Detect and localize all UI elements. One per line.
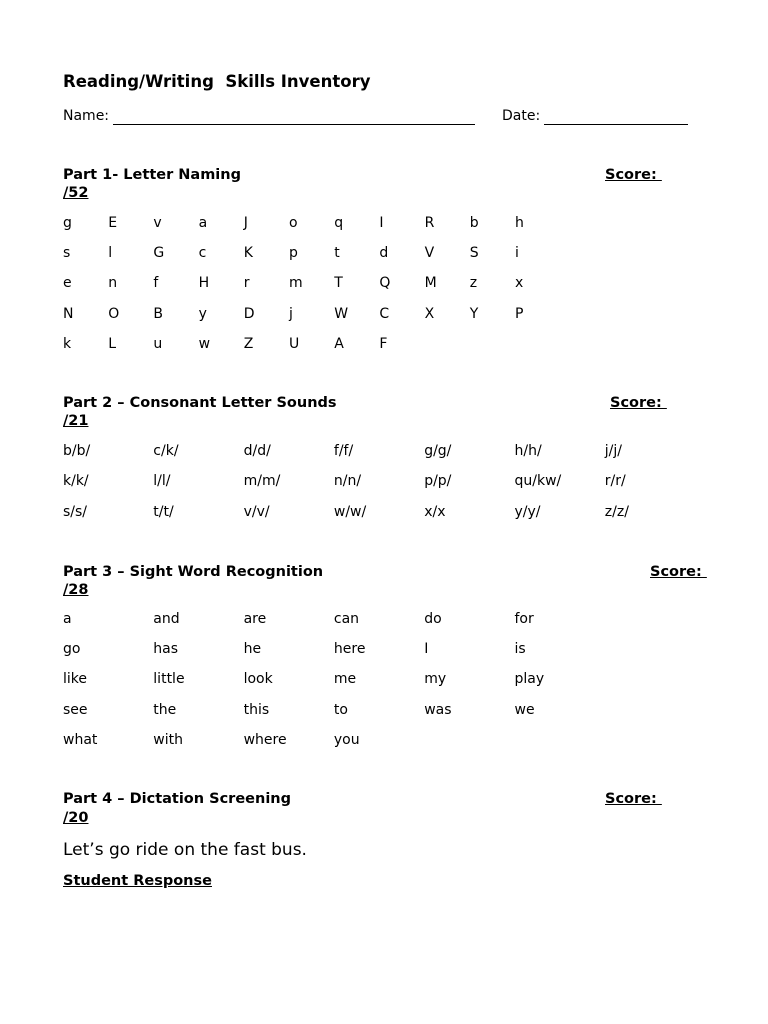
sight-word-item: for: [514, 611, 534, 627]
letter-item: u: [153, 335, 163, 352]
letter-item: U: [289, 335, 300, 352]
sound-item: r/r/: [604, 473, 626, 490]
letter-item: b: [469, 215, 479, 231]
sound-item: s/s/: [63, 503, 88, 520]
letter-item: E: [108, 215, 118, 231]
sight-word-item: I: [424, 641, 429, 658]
date-label: Date:: [502, 108, 541, 124]
letter-item: a: [198, 215, 208, 231]
sight-word-item: see: [63, 701, 88, 718]
sight-word-item: has: [153, 641, 179, 658]
letter-item: v: [153, 215, 162, 231]
name-field[interactable]: [113, 124, 475, 125]
letter-item: Z: [243, 335, 254, 352]
sight-word-item: we: [514, 701, 535, 718]
letter-item: H: [198, 275, 210, 292]
sight-word-item: go: [63, 641, 81, 658]
letter-item: N: [63, 305, 74, 322]
part-3-title: Part 3 – Sight Word Recognition: [63, 564, 324, 580]
letter-item: L: [108, 335, 116, 352]
sound-item: h/h/: [514, 443, 542, 459]
part-2-title: Part 2 – Consonant Letter Sounds: [63, 395, 337, 411]
letter-item: I: [379, 215, 384, 231]
sight-word-item: the: [153, 701, 177, 718]
letter-item: p: [289, 245, 298, 262]
letter-item: J: [243, 215, 248, 231]
letter-item: O: [108, 305, 120, 322]
part-4-score-label: Score:: [605, 791, 662, 807]
sight-word-item: you: [333, 731, 360, 748]
letter-item: n: [108, 275, 118, 292]
letter-item: D: [243, 305, 255, 322]
sight-word-item: he: [243, 641, 262, 658]
letter-item: B: [153, 305, 163, 322]
letter-item: s: [63, 245, 71, 262]
letter-item: T: [334, 275, 343, 292]
part-2-score-label: Score:: [610, 395, 667, 411]
sight-word-item: play: [514, 671, 545, 688]
sight-word-item: like: [63, 671, 88, 688]
sound-item: c/k/: [153, 443, 179, 459]
sight-word-item: and: [153, 611, 180, 627]
part-1-score-total: /52: [63, 185, 89, 201]
letter-item: S: [469, 245, 479, 262]
sight-word-item: can: [333, 611, 360, 627]
letter-item: k: [63, 335, 72, 352]
sound-item: qu/kw/: [514, 473, 562, 490]
sound-item: g/g/: [424, 443, 452, 459]
sight-word-item: a: [63, 611, 72, 627]
sight-word-item: do: [424, 611, 442, 627]
letter-item: P: [515, 305, 524, 322]
page-title: Reading/Writing Skills Inventory: [63, 72, 371, 91]
part-3-score-label: Score:: [650, 564, 707, 580]
sound-item: d/d/: [243, 443, 271, 459]
letter-item: e: [63, 275, 72, 292]
letter-item: X: [424, 305, 435, 322]
letter-item: Y: [469, 305, 479, 322]
sound-item: b/b/: [63, 443, 91, 459]
sight-word-item: here: [333, 641, 366, 658]
letter-item: G: [153, 245, 165, 262]
part-2-score-total: /21: [63, 413, 89, 429]
letter-item: d: [379, 245, 389, 262]
date-field[interactable]: [544, 124, 688, 125]
sound-item: f/f/: [333, 443, 354, 459]
sight-word-item: my: [424, 671, 447, 688]
sound-item: l/l/: [153, 473, 171, 490]
letter-item: h: [515, 215, 524, 231]
sound-item: j/j/: [604, 443, 623, 459]
sound-item: w/w/: [333, 503, 367, 520]
letter-item: o: [289, 215, 298, 231]
sight-word-item: with: [153, 731, 183, 748]
letter-item: y: [198, 305, 207, 322]
student-response-label: Student Response: [63, 873, 212, 889]
sound-item: t/t/: [153, 503, 174, 520]
letter-item: j: [289, 305, 293, 322]
sound-item: x/x: [424, 503, 446, 520]
sound-item: z/z/: [604, 503, 629, 520]
letter-item: Q: [379, 275, 391, 292]
letter-item: m: [289, 275, 303, 292]
sight-word-item: are: [243, 611, 267, 627]
letter-item: V: [424, 245, 435, 262]
letter-item: F: [379, 335, 388, 352]
name-label: Name:: [63, 108, 110, 124]
letter-item: z: [469, 275, 478, 292]
letter-item: g: [63, 215, 72, 231]
sight-word-item: where: [243, 731, 287, 748]
sound-item: m/m/: [243, 473, 281, 490]
letter-item: c: [198, 245, 207, 262]
sight-word-item: is: [514, 641, 526, 658]
sound-item: y/y/: [514, 503, 541, 520]
part-1-score-label: Score:: [605, 167, 662, 183]
sight-word-item: me: [333, 671, 357, 688]
letter-item: R: [424, 215, 435, 231]
letter-item: r: [243, 275, 250, 292]
letter-item: K: [243, 245, 253, 262]
part-3-score-total: /28: [63, 582, 89, 598]
sound-item: p/p/: [424, 473, 452, 490]
sound-item: v/v/: [243, 503, 270, 520]
letter-item: i: [515, 245, 519, 262]
letter-item: w: [198, 335, 211, 352]
letter-item: W: [334, 305, 349, 322]
sound-item: n/n/: [333, 473, 362, 490]
letter-item: x: [515, 275, 524, 292]
letter-item: M: [424, 275, 437, 292]
letter-item: C: [379, 305, 390, 322]
letter-item: f: [153, 275, 159, 292]
letter-item: t: [334, 245, 340, 262]
part-4-score-total: /20: [63, 810, 89, 826]
sight-word-item: was: [424, 701, 452, 718]
part-4-title: Part 4 – Dictation Screening: [63, 791, 291, 807]
sight-word-item: this: [243, 701, 270, 718]
part-1-title: Part 1- Letter Naming: [63, 167, 241, 183]
sight-word-item: to: [333, 701, 348, 718]
sight-word-item: look: [243, 671, 273, 688]
letter-item: q: [334, 215, 344, 231]
letter-item: l: [108, 245, 113, 262]
sight-word-item: what: [63, 731, 98, 748]
dictation-sentence: Let’s go ride on the fast bus.: [63, 840, 307, 860]
letter-item: A: [334, 335, 344, 352]
sound-item: k/k/: [63, 473, 89, 490]
sight-word-item: little: [153, 671, 185, 688]
